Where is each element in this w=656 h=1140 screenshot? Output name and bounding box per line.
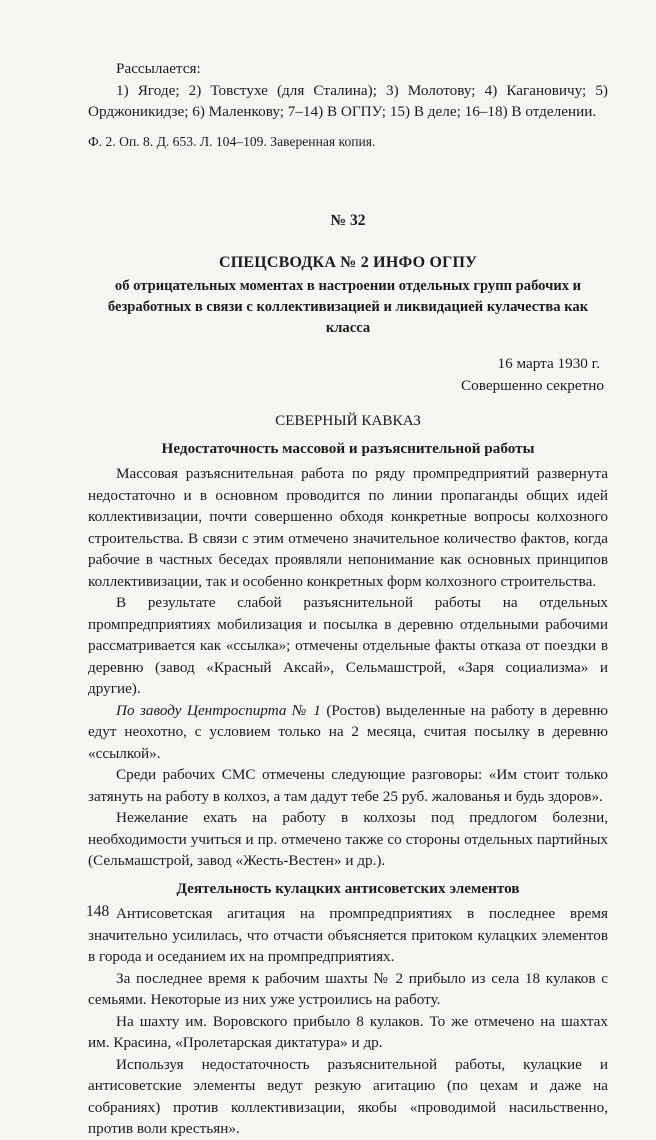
paragraph: На шахту им. Воровского прибыло 8 кулаков. То же отмечено на шахтах им. Красина, «Пролетарская диктатура» и др. xyxy=(88,1012,608,1051)
section-body-propaganda xyxy=(88,463,608,872)
archive-reference: Ф. 2. Оп. 8. Д. 653. Л. 104–109. Заверенная копия. xyxy=(88,133,376,149)
region-heading: СЕВЕРНЫЙ КАВКАЗ xyxy=(275,412,421,429)
document-page xyxy=(88,58,608,1140)
paragraph: Используя недостаточность разъяснительной работы, кулацкие и антисоветские элементы ведут резкую агитацию (по цехам и даже на собраниях) против коллективизации, якобы «проводимой насильственно, против воли крестьян». xyxy=(88,1055,608,1137)
factory-name-italic: По заводу Центроспирта № 1 xyxy=(116,701,321,719)
paragraph: В результате слабой разъяснительной работы на отдельных промпредприятиях мобилизация и посылка в деревню отдельными рабочими рассматривается как «ссылка»; отмечены отдельные факты отказа от поездки в деревню (завод «Красный Аксай», Сельмашстрой, «Заря социализма» и другие). xyxy=(88,594,608,697)
document-subtitle: об отрицательных моментах в настроении отдельных групп рабочих и безработных в связи с коллективизацией и ликвидацией кулачества как класса xyxy=(107,278,589,336)
paragraph: За последнее время к рабочим шахты № 2 прибыло из села 18 кулаков с семьями. Некоторые из них уже устроились на работу. xyxy=(88,969,608,1008)
paragraph: Массовая разъяснительная работа по ряду промпредприятий развернута недостаточно и в основном проводится по линии пропаганды общих идей коллективизации, почти совершенно обходя конкретные вопросы колхозного строительства. В связи с этим отмечено значительное количество фактов, когда рабочие в частных беседах проявляли непонимание как основных принципов коллективизации, так и особенно конкретных форм колхозного строительства. xyxy=(88,465,608,590)
paragraph xyxy=(88,700,608,765)
paragraph: Нежелание ехать на работу в колхозы под предлогом болезни, необходимости учиться и пр. отмечено также со стороны отдельных партийных (Сельмашстрой, завод «Жесть-Вестен» и др.). xyxy=(88,809,608,869)
page-number: 148 xyxy=(86,903,110,920)
paragraph: Антисоветская агитация на промпредприятиях в последнее время значительно усилилась, что отчасти объясняется притоком кулацких элементов в города и оседанием их на промпредприятиях. xyxy=(88,905,608,965)
document-number: № 32 xyxy=(330,212,366,229)
section-heading-kulak: Деятельность кулацких антисоветских элементов xyxy=(176,879,520,897)
paragraph: Среди рабочих СМС отмечены следующие разговоры: «Им стоит только затянуть на работу в колхоз, а там дадут тебе 25 руб. жалованья и будь здоров». xyxy=(88,766,608,805)
document-title: СПЕЦСВОДКА № 2 ИНФО ОГПУ xyxy=(218,253,478,271)
distribution-heading: Рассылается: xyxy=(116,60,201,77)
classification-stamp: Совершенно секретно xyxy=(461,376,604,394)
date-block xyxy=(88,353,608,396)
section-body-kulak xyxy=(88,903,608,1140)
section-heading-propaganda: Недостаточность массовой и разъяснительной работы xyxy=(161,439,535,457)
distribution-text: 1) Ягоде; 2) Товстухе (для Сталина); 3) Молотову; 4) Кагановичу; 5) Орджоникидзе; 6) Маленкову; 7–14) В ОГПУ; 15) В деле; 16–18) В отделении. xyxy=(88,81,608,120)
paragraph-text: (Ростов) выделенные на работу в деревню едут неохотно, с условием только на 2 месяца, считая посылку в деревню «ссылкой». xyxy=(88,701,608,762)
document-date: 16 марта 1930 г. xyxy=(497,355,600,372)
distribution-list xyxy=(88,58,608,123)
